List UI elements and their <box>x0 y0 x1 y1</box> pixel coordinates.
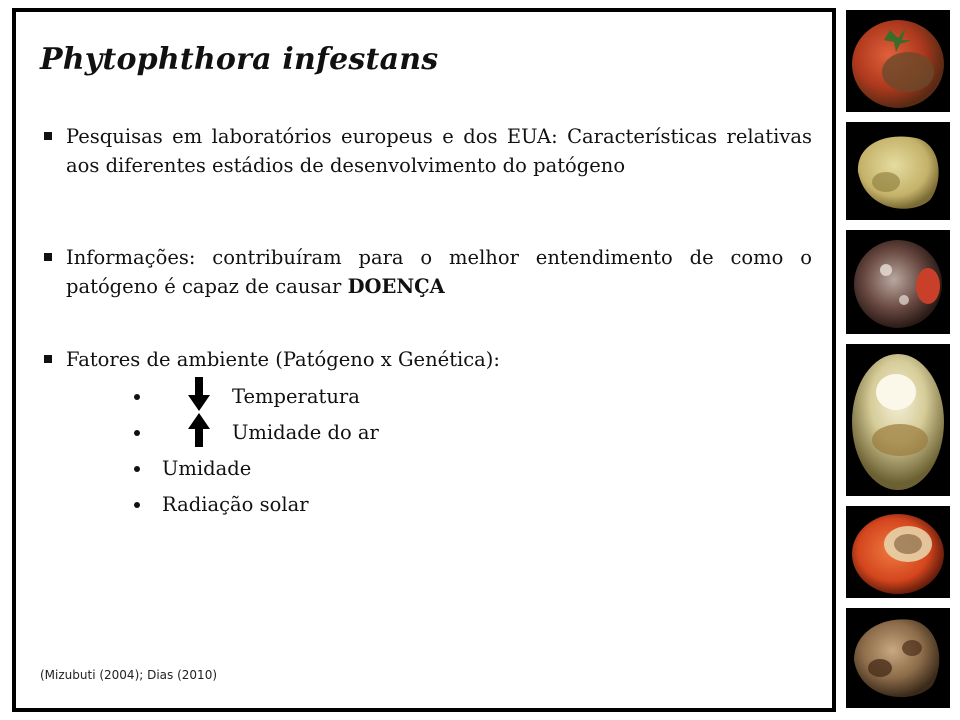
sub-item-label: Temperatura <box>232 385 360 408</box>
dot-bullet-icon <box>134 502 140 508</box>
dot-bullet-icon <box>134 394 140 400</box>
photo-tomato-lesion <box>846 506 950 598</box>
sub-item-label: Umidade do ar <box>232 421 379 444</box>
square-bullet-icon <box>44 355 52 363</box>
bullet-information <box>40 243 812 301</box>
photo-rotting-tomato <box>846 230 950 334</box>
square-bullet-icon <box>44 132 52 140</box>
bullet-text: Pesquisas em laboratórios europeus e dos EUA: Características relativas aos diferentes estádios de desenvolvimento do patógeno <box>66 125 812 177</box>
sub-item-label: Radiação solar <box>162 493 309 516</box>
down-arrow-icon <box>188 377 210 411</box>
square-bullet-icon <box>44 253 52 261</box>
bullet-text-bold: DOENÇA <box>347 275 445 298</box>
bullet-text-regular: Informações: contribuíram para o melhor entendimento de como o patógeno é capaz de causar <box>66 246 812 298</box>
slide-frame <box>12 8 836 712</box>
photo-potato-tuber <box>846 122 950 220</box>
bullet-research <box>40 122 812 180</box>
dot-bullet-icon <box>134 430 140 436</box>
bullet-text: Fatores de ambiente (Patógeno x Genética): <box>66 348 500 371</box>
dot-bullet-icon <box>134 466 140 472</box>
photo-potato-tuber-lesions <box>846 608 950 708</box>
bullet-environment-factors <box>40 345 812 374</box>
bullet-text <box>66 243 812 301</box>
slide-title: Phytophthora infestans <box>40 42 439 77</box>
up-arrow-icon <box>188 413 210 447</box>
sub-item-label: Umidade <box>162 457 252 480</box>
photo-tomato-late-blight <box>846 10 950 112</box>
photo-infected-potato-tuber <box>846 344 950 496</box>
citation: (Mizubuti (2004); Dias (2010) <box>40 668 218 682</box>
